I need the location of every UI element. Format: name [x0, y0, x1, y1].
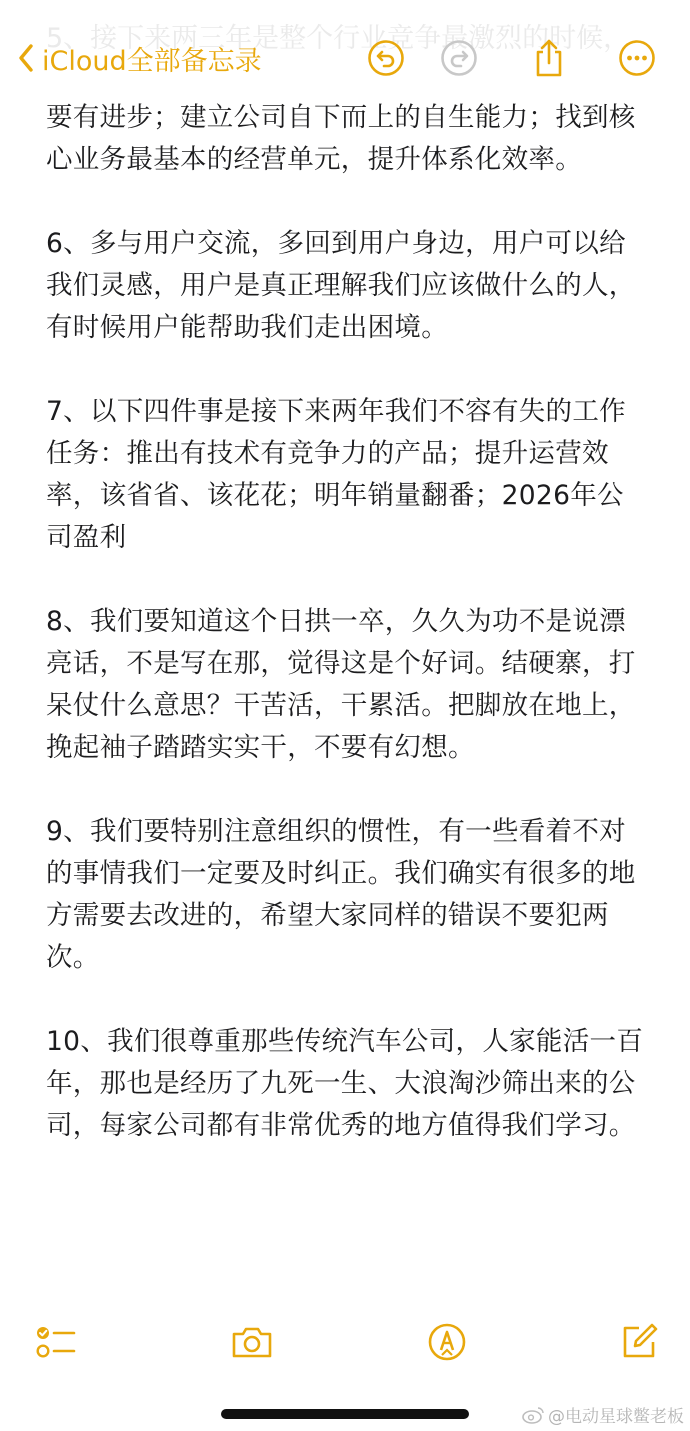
compose-button[interactable]: [617, 1322, 661, 1362]
markup-button[interactable]: [425, 1322, 469, 1362]
undo-icon: [367, 39, 405, 77]
markup-pen-icon: [427, 1322, 467, 1362]
note-paragraph: 8、我们要知道这个日拱一卒，久久为功不是说漂亮话，不是写在那，觉得这是个好词。结硬寨，打呆仗什么意思？干苦活，干累活。把脚放在地上，挽起袖子踏踏实实干，不要有幻想。: [46, 606, 636, 763]
note-paragraph: 10、我们很尊重那些传统汽车公司，人家能活一百年，那也是经历了九死一生、大浪淘沙筛出来的公司，每家公司都有非常优秀的地方值得我们学习。: [46, 1026, 644, 1141]
weibo-logo-icon: [522, 1406, 544, 1424]
home-indicator[interactable]: [221, 1409, 469, 1419]
back-button[interactable]: [18, 38, 262, 78]
compose-icon: [619, 1322, 659, 1362]
checklist-button[interactable]: [34, 1322, 78, 1362]
note-body[interactable]: [46, 97, 646, 1189]
redo-icon: [440, 39, 478, 77]
share-button[interactable]: [529, 38, 569, 78]
undo-button[interactable]: [366, 38, 406, 78]
faded-previous-line: 5、接下来两三年是整个行业竞争最激烈的时候，: [46, 23, 631, 54]
camera-icon: [230, 1324, 274, 1360]
top-nav-bar: [0, 0, 690, 100]
redo-button[interactable]: [439, 38, 479, 78]
note-paragraph: 9、我们要特别注意组织的惯性，有一些看着不对的事情我们一定要及时纠正。我们确实有很多的地方需要去改进的，希望大家同样的错误不要犯两次。: [46, 816, 636, 973]
watermark: [522, 1402, 684, 1427]
note-paragraph: 要有进步；建立公司自下而上的自生能力；找到核心业务最基本的经营单元，提升体系化效率。: [46, 102, 636, 175]
watermark-text: @电动星球鳖老板: [548, 1407, 684, 1427]
share-icon: [531, 38, 567, 78]
note-paragraph: 6、多与用户交流，多回到用户身边，用户可以给我们灵感，用户是真正理解我们应该做什么的人，有时候用户能帮助我们走出困境。: [46, 228, 636, 343]
note-paragraph: 7、以下四件事是接下来两年我们不容有失的工作任务：推出有技术有竞争力的产品；提升运营效率，该省省、该花花；明年销量翻番；2026年公司盈利: [46, 396, 626, 553]
more-button[interactable]: [617, 38, 657, 78]
checklist-icon: [35, 1324, 77, 1360]
back-label: iCloud全部备忘录: [42, 45, 262, 77]
more-icon: [618, 39, 656, 77]
chevron-left-icon: [18, 44, 34, 72]
camera-button[interactable]: [230, 1322, 274, 1362]
